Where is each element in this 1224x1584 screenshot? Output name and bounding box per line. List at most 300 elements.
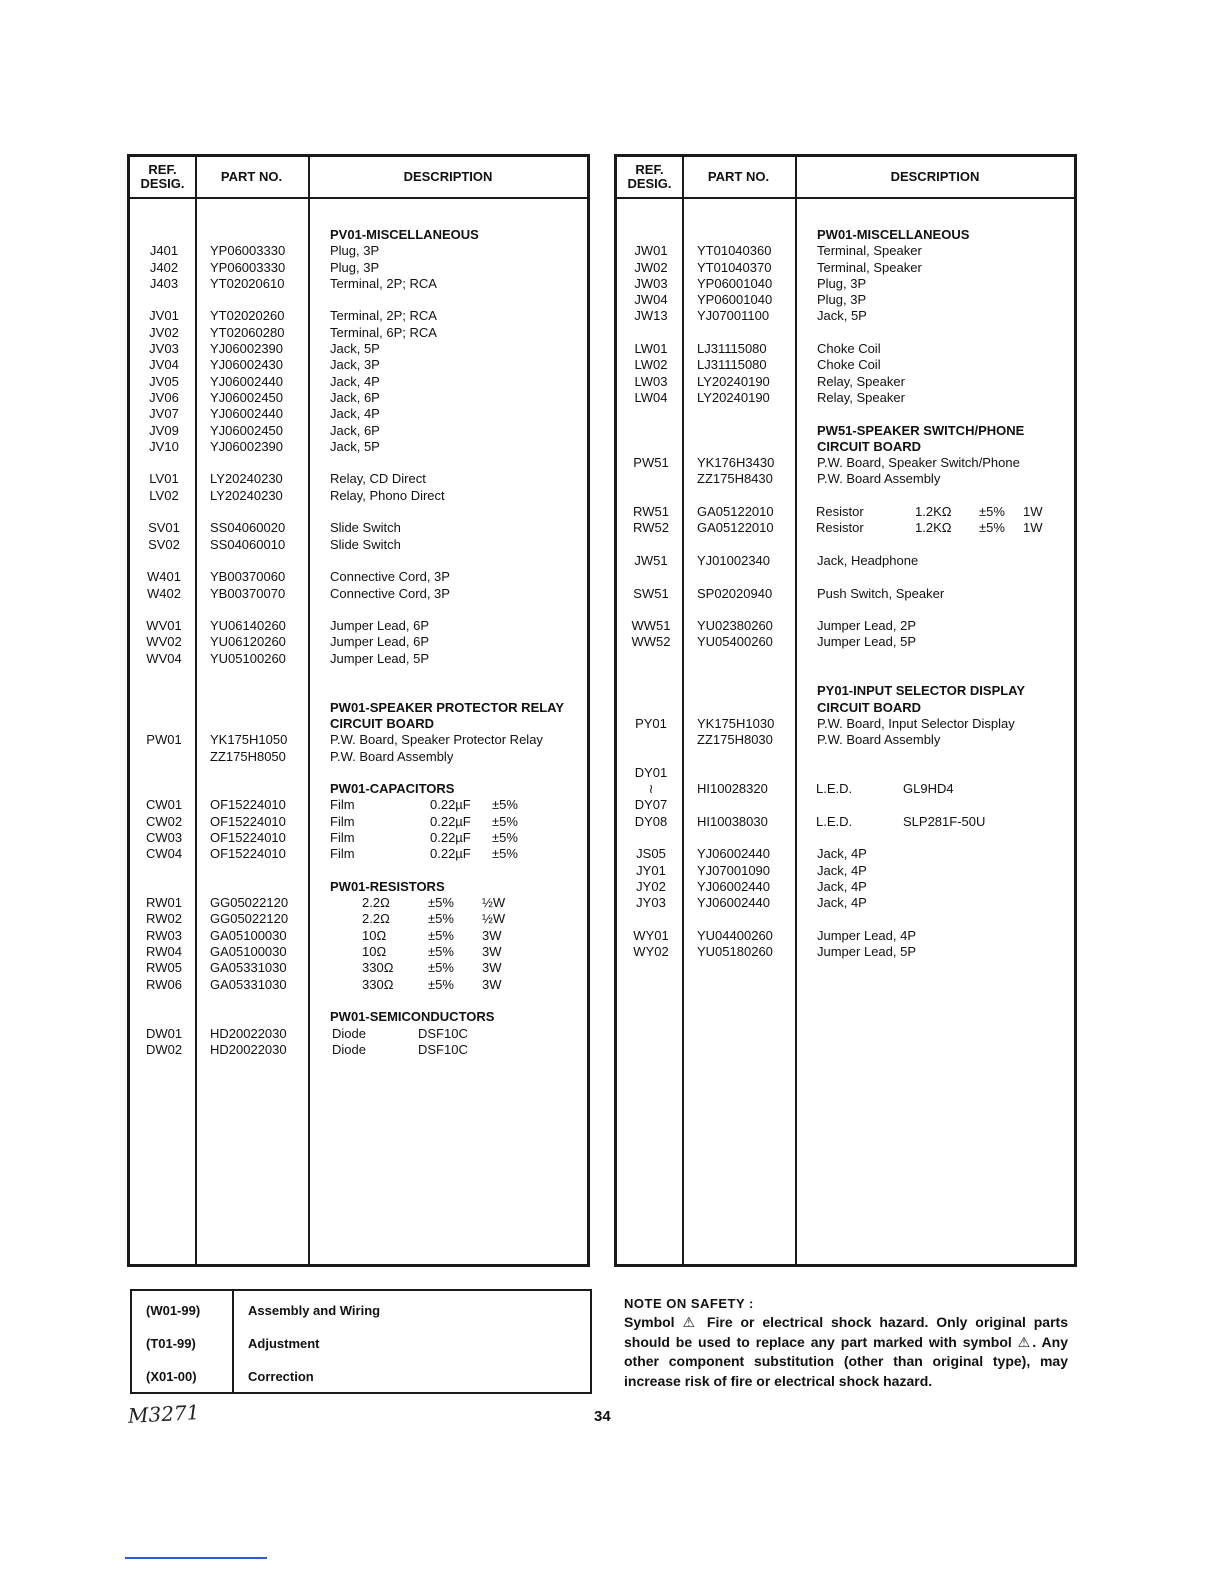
- part-row: [130, 308, 587, 324]
- part-number: YK175H1030: [697, 715, 775, 731]
- ref-desig: DY07: [634, 797, 668, 813]
- part-row: [617, 488, 1074, 504]
- ref-desig: DW02: [145, 1041, 183, 1057]
- diode-spec: Diode: [332, 1041, 366, 1057]
- ref-desig: JV04: [149, 357, 179, 373]
- description: Relay, Phono Direct: [330, 487, 445, 503]
- resistor-spec: 10Ω: [362, 927, 387, 943]
- description: Choke Coil: [817, 357, 881, 373]
- part-row: [130, 993, 587, 1009]
- ref-desig: JV02: [149, 324, 179, 340]
- part-number: YP06001040: [697, 292, 773, 308]
- diode-spec: Diode: [332, 1025, 366, 1041]
- resistor-spec: ±5%: [979, 504, 1005, 520]
- part-number: LY20240230: [210, 471, 283, 487]
- part-row: [130, 846, 587, 862]
- part-number: ZZ175H8030: [697, 732, 773, 748]
- description: Jack, 6P: [330, 422, 380, 438]
- part-row: [130, 749, 587, 765]
- resistor-spec: 1.2KΩ: [915, 504, 952, 520]
- code-label: Adjustment: [248, 1336, 320, 1351]
- capacitor-spec: 0.22µF: [430, 829, 471, 845]
- header-description: DESCRIPTION: [403, 169, 493, 184]
- description: Jack, 5P: [330, 438, 380, 454]
- part-number: YJ07001100: [697, 308, 770, 324]
- resistor-spec: ±5%: [428, 944, 454, 960]
- led-spec: L.E.D.: [816, 781, 853, 797]
- ref-desig: RW02: [146, 911, 182, 927]
- part-row: [617, 520, 1074, 536]
- part-row: [617, 569, 1074, 585]
- part-number: LY20240190: [697, 389, 770, 405]
- description: Push Switch, Speaker: [817, 585, 945, 601]
- part-number: LJ31115080: [697, 341, 767, 357]
- part-row: [130, 471, 587, 487]
- part-row: [130, 406, 587, 422]
- description: P.W. Board, Input Selector Display: [817, 715, 1015, 731]
- part-number: YT02060280: [210, 324, 285, 340]
- resistor-spec: Resistor: [816, 504, 864, 520]
- ref-desig: RW52: [633, 520, 669, 536]
- part-number: GG05022120: [210, 911, 289, 927]
- part-number: GA05122010: [697, 520, 774, 536]
- part-row: [617, 846, 1074, 862]
- parts-table-right: [614, 154, 1077, 1267]
- resistor-spec: ±5%: [428, 911, 454, 927]
- description: P.W. Board Assembly: [817, 471, 941, 487]
- code-label: Correction: [248, 1369, 314, 1384]
- resistor-spec: 3W: [482, 960, 502, 976]
- part-number: ZZ175H8050: [210, 748, 286, 764]
- ref-desig: WY02: [633, 944, 669, 960]
- part-row: [130, 569, 587, 585]
- handwritten-note: M3271: [127, 1400, 200, 1428]
- part-number: GA05100030: [210, 944, 287, 960]
- ref-desig: LW02: [634, 357, 668, 373]
- part-number: SS04060010: [210, 536, 286, 552]
- part-number: HD20022030: [210, 1025, 287, 1041]
- ref-desig: DY01: [634, 764, 668, 780]
- section-heading: PW01-SEMICONDUCTORS: [330, 1009, 495, 1025]
- section-heading-row: [617, 700, 1074, 716]
- code-row: [132, 1327, 590, 1360]
- part-row: [617, 911, 1074, 927]
- part-number: YU06140260: [210, 618, 286, 634]
- description: Relay, Speaker: [817, 373, 905, 389]
- part-number: YT02020260: [210, 308, 285, 324]
- description: Jack, Headphone: [817, 552, 919, 568]
- capacitor-spec: ±5%: [492, 797, 518, 813]
- resistor-spec: 1W: [1023, 504, 1043, 520]
- part-number: YJ06002440: [697, 878, 771, 894]
- part-row: [130, 1026, 587, 1042]
- section-heading-row: [130, 1009, 587, 1025]
- part-number: YJ07001090: [697, 862, 771, 878]
- section-heading: CIRCUIT BOARD: [330, 715, 434, 731]
- resistor-spec: 330Ω: [362, 976, 394, 992]
- capacitor-spec: ±5%: [492, 846, 518, 862]
- ref-desig: JV01: [149, 308, 179, 324]
- part-row: [617, 716, 1074, 732]
- ref-desig: RW51: [633, 504, 669, 520]
- resistor-spec: 3W: [482, 944, 502, 960]
- section-heading: CIRCUIT BOARD: [817, 699, 921, 715]
- ref-desig: JW02: [634, 259, 668, 275]
- part-number: GA05331030: [210, 960, 287, 976]
- description: Terminal, 6P; RCA: [330, 324, 437, 340]
- part-row: [130, 390, 587, 406]
- description: Jack, 4P: [817, 878, 867, 894]
- part-number: YJ06002440: [210, 406, 284, 422]
- capacitor-spec: Film: [330, 846, 355, 862]
- ref-desig: JV10: [149, 438, 179, 454]
- part-row: [617, 357, 1074, 373]
- page-number: 34: [594, 1408, 611, 1425]
- section-heading-row: [617, 683, 1074, 699]
- section-heading-row: [130, 879, 587, 895]
- header-ref-desig: REF. DESIG.: [140, 162, 185, 191]
- ref-desig: RW06: [146, 976, 182, 992]
- description: Choke Coil: [817, 341, 881, 357]
- description: P.W. Board, Speaker Switch/Phone: [817, 455, 1020, 471]
- description: Jack, 4P: [817, 846, 867, 862]
- description: Terminal, 2P; RCA: [330, 275, 437, 291]
- description: Jumper Lead, 6P: [330, 634, 430, 650]
- part-number: GA05122010: [697, 504, 774, 520]
- header-part-no: PART NO.: [220, 169, 283, 184]
- part-row: [130, 863, 587, 879]
- part-number: YJ01002340: [697, 552, 771, 568]
- code-label: Assembly and Wiring: [248, 1303, 381, 1318]
- part-row: [617, 390, 1074, 406]
- part-row: [617, 765, 1074, 781]
- part-number: YT01040360: [697, 243, 772, 259]
- part-row: [130, 683, 587, 699]
- section-heading: PW01-CAPACITORS: [330, 781, 455, 797]
- section-heading: PY01-INPUT SELECTOR DISPLAY: [817, 683, 1026, 699]
- part-number: YU05180260: [697, 944, 773, 960]
- ref-desig: WV02: [146, 634, 182, 650]
- part-row: [130, 325, 587, 341]
- section-heading-row: [130, 716, 587, 732]
- section-heading-row: [617, 423, 1074, 439]
- part-row: [617, 553, 1074, 569]
- safety-note-title: NOTE ON SAFETY :: [624, 1296, 754, 1311]
- ref-desig: JS05: [636, 846, 666, 862]
- ref-desig: CW03: [145, 829, 183, 845]
- part-row: [617, 586, 1074, 602]
- ref-desig: JW01: [634, 243, 668, 259]
- part-row: [617, 308, 1074, 324]
- capacitor-spec: 0.22µF: [430, 797, 471, 813]
- ref-desig: JV06: [149, 389, 179, 405]
- part-number: YU06120260: [210, 634, 286, 650]
- header-part-no: PART NO.: [707, 169, 770, 184]
- ref-desig: CW04: [145, 846, 183, 862]
- part-row: [617, 471, 1074, 487]
- part-number: YJ06002430: [210, 357, 284, 373]
- description: Jack, 4P: [817, 895, 867, 911]
- part-number: HD20022030: [210, 1041, 287, 1057]
- part-row: [130, 357, 587, 373]
- part-row: [617, 928, 1074, 944]
- section-heading-row: [617, 439, 1074, 455]
- ref-desig: ≀: [648, 781, 654, 797]
- part-row: [617, 276, 1074, 292]
- part-number: OF15224010: [210, 797, 286, 813]
- resistor-spec: ±5%: [428, 960, 454, 976]
- ref-desig: WY01: [633, 927, 669, 943]
- part-row: [130, 944, 587, 960]
- description: Jack, 5P: [817, 308, 867, 324]
- ref-desig: RW01: [146, 895, 182, 911]
- part-row: [617, 944, 1074, 960]
- ref-desig: W402: [147, 585, 181, 601]
- ref-desig: CW01: [145, 797, 183, 813]
- part-number: YJ06002390: [210, 341, 284, 357]
- section-heading: PV01-MISCELLANEOUS: [330, 227, 479, 242]
- ref-desig: LW03: [634, 373, 668, 389]
- part-row: [130, 602, 587, 618]
- part-row: [130, 374, 587, 390]
- part-row: [130, 423, 587, 439]
- ref-desig: JW03: [634, 275, 668, 291]
- resistor-spec: 2.2Ω: [362, 895, 390, 911]
- part-number: SS04060020: [210, 520, 286, 536]
- part-row: [130, 276, 587, 292]
- capacitor-spec: Film: [330, 797, 355, 813]
- description: Terminal, Speaker: [817, 243, 922, 259]
- capacitor-spec: Film: [330, 813, 355, 829]
- header-description: DESCRIPTION: [890, 169, 980, 184]
- resistor-spec: ½W: [482, 895, 506, 911]
- ref-desig: JW13: [634, 308, 668, 324]
- description: Connective Cord, 3P: [330, 569, 450, 585]
- resistor-spec: 1W: [1023, 520, 1043, 536]
- parts-list-left: [130, 227, 587, 1058]
- ref-desig: PY01: [635, 715, 667, 731]
- part-number: YP06003330: [210, 243, 286, 259]
- part-row: [130, 667, 587, 683]
- code: (W01-99): [146, 1303, 201, 1318]
- description: Plug, 3P: [330, 243, 380, 259]
- part-row: [617, 602, 1074, 618]
- part-row: [617, 797, 1074, 813]
- ref-desig: JW51: [634, 552, 668, 568]
- ref-desig: JW04: [634, 292, 668, 308]
- ref-desig: RW05: [146, 960, 182, 976]
- ref-desig: LV01: [149, 471, 179, 487]
- led-spec: GL9HD4: [903, 781, 954, 797]
- description: P.W. Board, Speaker Protector Relay: [330, 732, 543, 748]
- ref-desig: LV02: [149, 487, 179, 503]
- code: (X01-00): [146, 1369, 197, 1384]
- part-row: [130, 732, 587, 748]
- part-row: [617, 618, 1074, 634]
- resistor-spec: 2.2Ω: [362, 911, 390, 927]
- part-number: YB00370060: [210, 569, 286, 585]
- part-number: OF15224010: [210, 813, 286, 829]
- part-row: [617, 879, 1074, 895]
- ref-desig: DY08: [634, 813, 668, 829]
- part-row: [130, 830, 587, 846]
- part-number: LY20240230: [210, 487, 283, 503]
- resistor-spec: 1.2KΩ: [915, 520, 952, 536]
- part-number: LJ31115080: [697, 357, 767, 373]
- part-number: YJ06002450: [210, 422, 284, 438]
- ref-desig: LW04: [634, 389, 668, 405]
- description: Plug, 3P: [817, 292, 867, 308]
- part-row: [617, 374, 1074, 390]
- section-heading: PW01-SPEAKER PROTECTOR RELAY: [330, 699, 565, 715]
- part-row: [617, 455, 1074, 471]
- ref-desig: JY01: [636, 862, 666, 878]
- description: Jumper Lead, 5P: [330, 650, 430, 666]
- ref-desig: WW51: [631, 618, 671, 634]
- description: Jack, 6P: [330, 389, 380, 405]
- description: Relay, Speaker: [817, 389, 905, 405]
- part-row: [130, 765, 587, 781]
- part-number: YJ06002440: [697, 846, 771, 862]
- section-heading: PW51-SPEAKER SWITCH/PHONE: [817, 422, 1025, 438]
- resistor-spec: ½W: [482, 911, 506, 927]
- part-row: [617, 537, 1074, 553]
- header-ref-desig: REF. DESIG.: [627, 162, 672, 191]
- ref-desig: DW01: [145, 1025, 183, 1041]
- part-row: [617, 781, 1074, 797]
- part-number: YK175H1050: [210, 732, 288, 748]
- part-row: [617, 895, 1074, 911]
- part-row: [130, 341, 587, 357]
- part-number: YJ06002440: [697, 895, 771, 911]
- description: Jack, 3P: [330, 357, 380, 373]
- resistor-spec: ±5%: [428, 976, 454, 992]
- resistor-spec: Resistor: [816, 520, 864, 536]
- part-row: [130, 488, 587, 504]
- safety-note-body: Symbol ⚠ Fire or electrical shock hazard. Only original parts should be used to replace any part marked with symbol ⚠. Any other component substitution (other than original type), may increase risk of fire or electrical shock hazard.: [624, 1314, 1068, 1389]
- part-number: YP06001040: [697, 275, 773, 291]
- resistor-spec: ±5%: [979, 520, 1005, 536]
- capacitor-spec: ±5%: [492, 813, 518, 829]
- description: Slide Switch: [330, 520, 401, 536]
- part-row: [617, 243, 1074, 259]
- part-row: [130, 1042, 587, 1058]
- part-row: [130, 928, 587, 944]
- resistor-spec: 3W: [482, 976, 502, 992]
- resistor-spec: 10Ω: [362, 944, 387, 960]
- ref-desig: JV07: [149, 406, 179, 422]
- part-row: [617, 325, 1074, 341]
- section-heading-row: [130, 781, 587, 797]
- part-row: [130, 586, 587, 602]
- part-number: YU05100260: [210, 650, 286, 666]
- ref-desig: LW01: [634, 341, 668, 357]
- part-row: [617, 667, 1074, 683]
- part-row: [130, 439, 587, 455]
- part-number: YP06003330: [210, 259, 286, 275]
- part-number: SP02020940: [697, 585, 773, 601]
- ref-desig: JY03: [636, 895, 666, 911]
- ref-desig: JV09: [149, 422, 179, 438]
- part-row: [617, 292, 1074, 308]
- resistor-spec: ±5%: [428, 895, 454, 911]
- part-row: [130, 797, 587, 813]
- ref-desig: JV05: [149, 373, 179, 389]
- section-heading: PW01-MISCELLANEOUS: [817, 227, 970, 242]
- part-number: OF15224010: [210, 829, 286, 845]
- parts-list-right: [617, 227, 1074, 960]
- part-number: HI10038030: [697, 813, 768, 829]
- part-number: GG05022120: [210, 895, 289, 911]
- code: (T01-99): [146, 1336, 196, 1351]
- description: Terminal, 2P; RCA: [330, 308, 437, 324]
- ref-desig: SW51: [633, 585, 669, 601]
- part-row: [617, 341, 1074, 357]
- part-row: [130, 537, 587, 553]
- resistor-spec: 330Ω: [362, 960, 394, 976]
- part-row: [617, 260, 1074, 276]
- description: Jack, 4P: [330, 406, 380, 422]
- description: Terminal, Speaker: [817, 259, 922, 275]
- part-row: [130, 520, 587, 536]
- part-row: [130, 243, 587, 259]
- part-row: [130, 977, 587, 993]
- description: Jack, 4P: [817, 862, 867, 878]
- ref-desig: WV04: [146, 650, 182, 666]
- part-row: [617, 732, 1074, 748]
- part-number: YK176H3430: [697, 455, 775, 471]
- description: Jumper Lead, 5P: [817, 944, 917, 960]
- description: Slide Switch: [330, 536, 401, 552]
- resistor-spec: ±5%: [428, 927, 454, 943]
- led-spec: SLP281F-50U: [903, 813, 986, 829]
- part-number: YU02380260: [697, 618, 773, 634]
- part-number: YJ06002450: [210, 389, 284, 405]
- section-heading: CIRCUIT BOARD: [817, 438, 921, 454]
- part-number: YT02020610: [210, 275, 285, 291]
- ref-desig: J402: [149, 259, 179, 275]
- capacitor-spec: ±5%: [492, 829, 518, 845]
- part-row: [130, 895, 587, 911]
- description: Jumper Lead, 5P: [817, 634, 917, 650]
- part-row: [617, 814, 1074, 830]
- capacitor-spec: Film: [330, 829, 355, 845]
- ref-desig: RW04: [146, 944, 182, 960]
- section-heading-row: [617, 227, 1074, 243]
- part-row: [617, 651, 1074, 667]
- description: Jack, 5P: [330, 341, 380, 357]
- section-heading: PW01-RESISTORS: [330, 878, 445, 894]
- part-number: YJ06002440: [210, 373, 284, 389]
- part-row: [617, 504, 1074, 520]
- description: Jumper Lead, 6P: [330, 618, 430, 634]
- part-number: YJ06002390: [210, 438, 284, 454]
- part-row: [617, 830, 1074, 846]
- description: P.W. Board Assembly: [330, 748, 454, 764]
- diode-spec: DSF10C: [418, 1025, 468, 1041]
- part-number: GA05100030: [210, 927, 287, 943]
- part-row: [617, 406, 1074, 422]
- ref-desig: J403: [149, 275, 179, 291]
- diode-spec: DSF10C: [418, 1041, 468, 1057]
- part-row: [130, 455, 587, 471]
- part-row: [130, 911, 587, 927]
- ref-desig: W401: [147, 569, 181, 585]
- ref-desig: WV01: [146, 618, 182, 634]
- description: Jumper Lead, 2P: [817, 618, 917, 634]
- ref-desig: RW03: [146, 927, 182, 943]
- ref-desig: PW01: [146, 732, 182, 748]
